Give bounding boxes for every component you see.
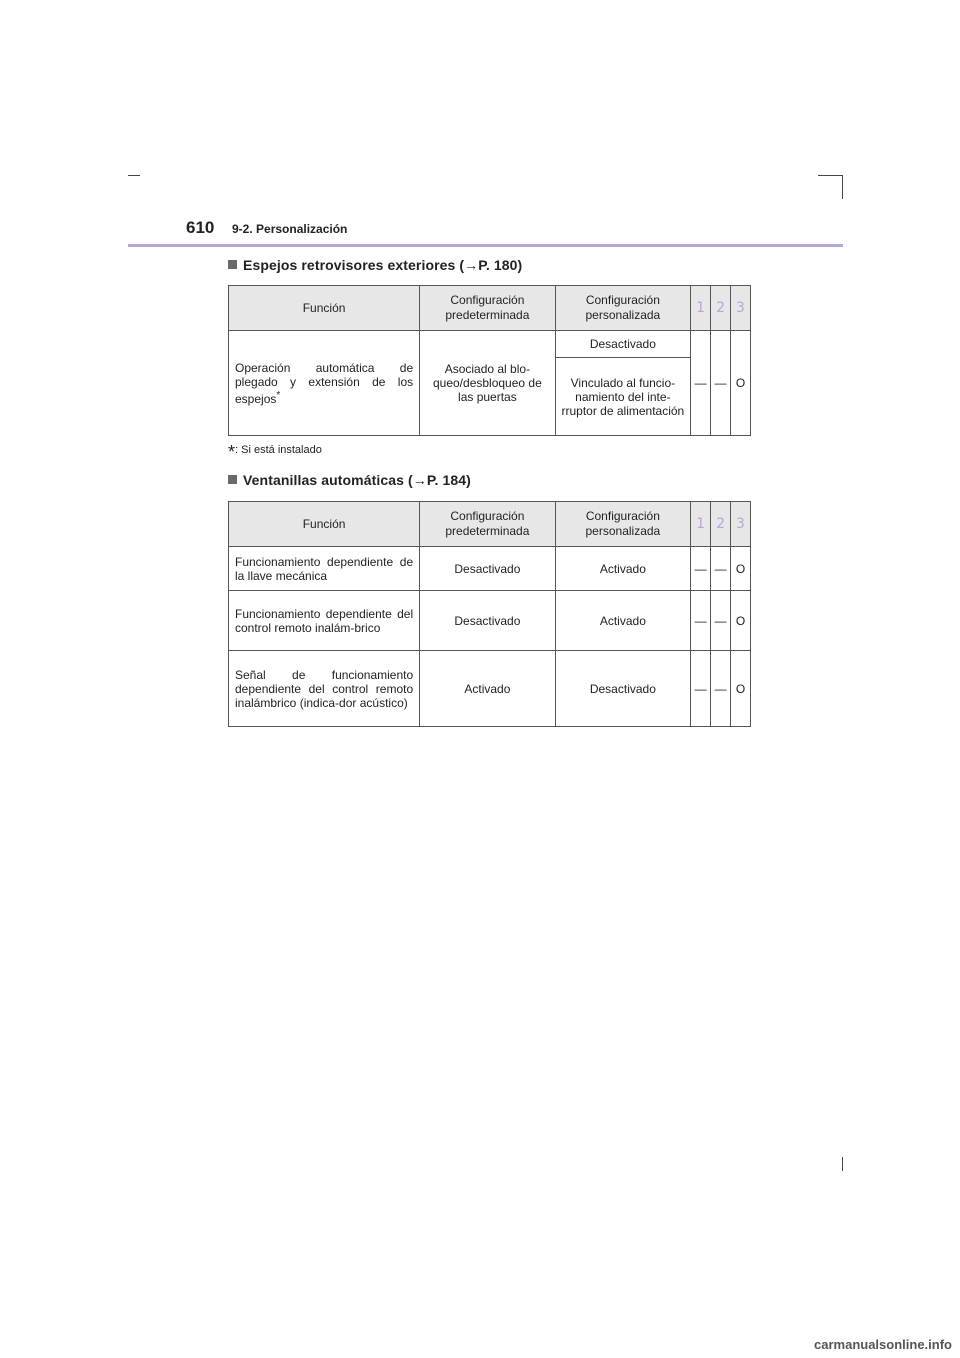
table-row	[229, 331, 751, 358]
crop-mark	[842, 1157, 843, 1171]
header-function: Función	[229, 502, 420, 547]
header-col-1: 1	[691, 502, 711, 547]
cell-default: Asociado al blo-queo/desbloqueo de las puertas	[420, 331, 555, 436]
section-title-mirrors: Espejos retrovisores exteriores (→P. 180)	[228, 257, 522, 273]
cell-c1: —	[691, 547, 711, 591]
header-default: Configuración predeterminada	[420, 286, 555, 331]
windows-table	[228, 501, 751, 727]
cell-custom: Desactivado	[555, 651, 690, 727]
header-col-1: 1	[691, 286, 711, 331]
header-default: Configuración predeterminada	[420, 502, 555, 547]
crop-mark	[128, 175, 140, 176]
table-row	[229, 591, 751, 651]
cell-function: Operación automática de plegado y extensión de los espejos*	[229, 331, 420, 436]
square-bullet-icon	[228, 475, 237, 484]
cell-c3: O	[731, 331, 751, 436]
cell-c3: O	[731, 651, 751, 727]
cell-function: Funcionamiento dependiente del control remoto inalám-brico	[229, 591, 420, 651]
header-col-3: 3	[731, 286, 751, 331]
crop-mark	[842, 175, 843, 199]
cell-custom-option: Desactivado	[555, 331, 690, 358]
cell-c3: O	[731, 591, 751, 651]
header-col-2: 2	[711, 286, 731, 331]
cell-custom-option: Vinculado al funcio-namiento del inte-rruptor de alimentación	[555, 358, 690, 436]
cell-function: Señal de funcionamiento dependiente del control remoto inalámbrico (indica-dor acústico)	[229, 651, 420, 727]
cell-default: Activado	[420, 651, 555, 727]
cell-default: Desactivado	[420, 591, 555, 651]
cell-c2: —	[711, 651, 731, 727]
header-custom: Configuración personalizada	[555, 286, 690, 331]
header-rule	[128, 244, 843, 247]
square-bullet-icon	[228, 260, 237, 269]
chapter-title: 9-2. Personalización	[232, 222, 348, 236]
header-col-2: 2	[711, 502, 731, 547]
table-row	[229, 651, 751, 727]
page-number: 610	[186, 218, 215, 237]
mirrors-table	[228, 285, 751, 436]
header-col-3: 3	[731, 502, 751, 547]
cell-c2: —	[711, 591, 731, 651]
table-header-row	[229, 502, 751, 547]
table-header-row	[229, 286, 751, 331]
cell-custom: Activado	[555, 591, 690, 651]
section-title-windows: Ventanillas automáticas (→P. 184)	[228, 472, 471, 488]
watermark-logo: carmanualsonline.info	[814, 1337, 952, 1352]
header-function: Función	[229, 286, 420, 331]
table-row	[229, 547, 751, 591]
cell-c2: —	[711, 331, 731, 436]
cell-c2: —	[711, 547, 731, 591]
cell-default: Desactivado	[420, 547, 555, 591]
cell-c1: —	[691, 651, 711, 727]
crop-mark	[818, 175, 842, 176]
cell-c1: —	[691, 591, 711, 651]
cell-function: Funcionamiento dependiente de la llave mecánica	[229, 547, 420, 591]
header-custom: Configuración personalizada	[555, 502, 690, 547]
footnote: *: Si está instalado	[228, 442, 322, 462]
cell-c1: —	[691, 331, 711, 436]
cell-c3: O	[731, 547, 751, 591]
asterisk-marker: *	[276, 389, 281, 401]
cell-custom: Activado	[555, 547, 690, 591]
